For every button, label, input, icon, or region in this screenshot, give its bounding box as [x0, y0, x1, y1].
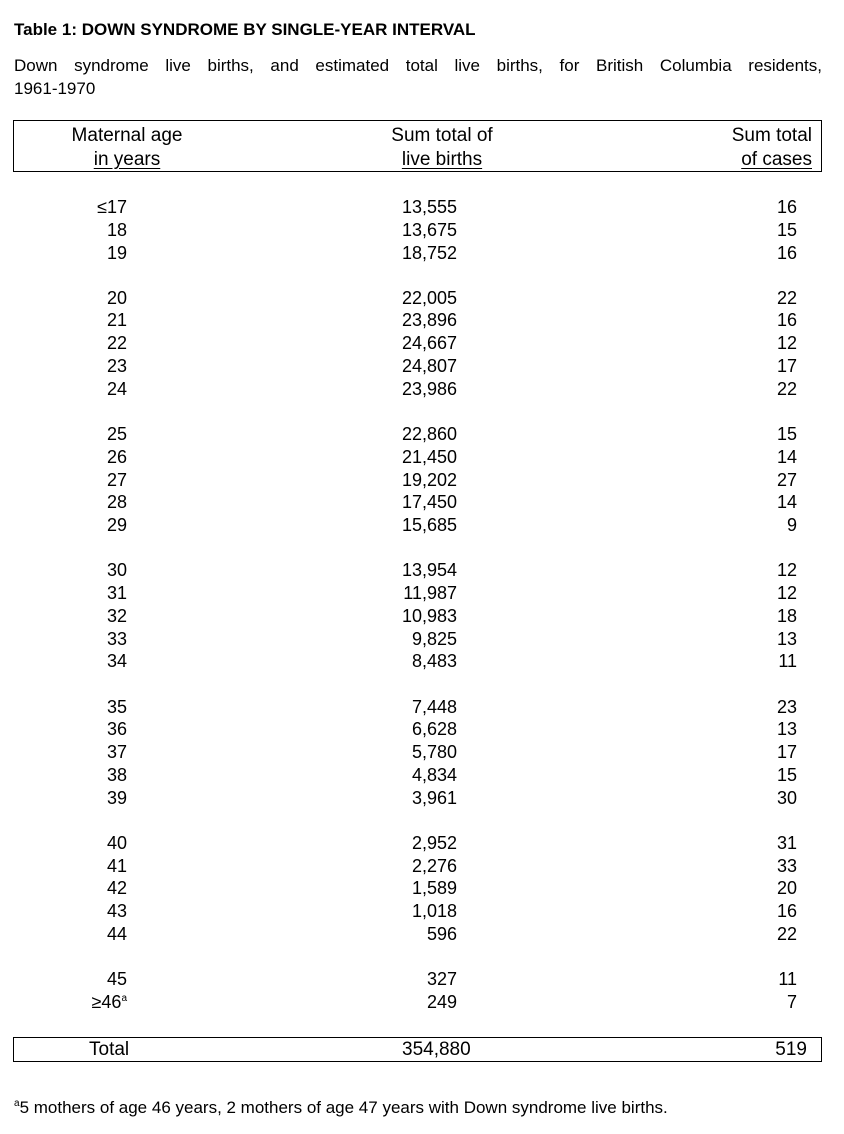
header-cases-line-1: Sum total	[731, 125, 812, 146]
cell-maternal-age: 45	[106, 969, 127, 990]
cell-cases: 15	[776, 764, 797, 785]
cell-maternal-age: 26	[106, 446, 127, 467]
row-group	[0, 559, 844, 673]
cell-cases: 12	[776, 583, 797, 604]
row-group	[0, 968, 844, 1014]
cell-live-births: 8,483	[411, 651, 457, 672]
table-row	[0, 832, 844, 855]
table-row	[0, 355, 844, 378]
table-row	[0, 877, 844, 900]
cell-live-births: 13,555	[401, 197, 457, 217]
table-row	[0, 332, 844, 355]
cell-cases: 18	[776, 605, 797, 626]
row-group	[0, 196, 844, 264]
table-row	[0, 855, 844, 878]
cell-live-births: 24,807	[401, 356, 457, 377]
cell-live-births: 596	[426, 924, 457, 944]
header-age-line-1: Maternal age	[71, 125, 183, 146]
table-row	[0, 309, 844, 332]
cell-maternal-age: 20	[106, 287, 127, 308]
cell-cases: 30	[776, 787, 797, 808]
cell-maternal-age: 35	[106, 696, 127, 717]
cell-live-births: 22,005	[401, 287, 457, 308]
header-maternal-age	[14, 124, 240, 172]
cell-live-births: 15,685	[401, 515, 457, 536]
cell-live-births: 7,448	[411, 696, 457, 717]
cell-maternal-age: 37	[106, 742, 127, 763]
cell-live-births: 17,450	[401, 492, 457, 513]
row-group	[0, 287, 844, 401]
header-births-line-1: Sum total of	[391, 125, 493, 146]
table-row	[0, 650, 844, 673]
cell-live-births: 13,675	[401, 219, 457, 240]
table-row	[0, 968, 844, 991]
table-row	[0, 491, 844, 514]
header-cases	[732, 124, 812, 172]
table-subtitle	[14, 54, 822, 100]
footnote-marker: a	[121, 992, 127, 1004]
cell-cases: 22	[776, 287, 797, 308]
table-row	[0, 741, 844, 764]
cell-live-births: 23,896	[401, 310, 457, 331]
cell-live-births: 327	[426, 969, 457, 990]
cell-cases: 17	[776, 742, 797, 763]
cell-cases: 15	[776, 423, 797, 444]
cell-cases: 22	[776, 378, 797, 399]
total-label: Total	[89, 1039, 130, 1060]
cell-live-births: 13,954	[401, 560, 457, 581]
cell-maternal-age: 28	[106, 492, 127, 513]
cell-live-births: 5,780	[411, 742, 457, 763]
header-cases-line-2: of cases	[741, 149, 812, 170]
cell-cases: 11	[778, 969, 797, 990]
table-row	[0, 559, 844, 582]
cell-maternal-age: 30	[106, 560, 127, 581]
footnote-marker: a	[14, 1098, 20, 1109]
table-row	[0, 605, 844, 628]
cell-live-births: 2,952	[411, 832, 457, 853]
cell-cases: 12	[776, 333, 797, 354]
cell-maternal-age: $\ge 46^a$	[91, 991, 127, 1012]
cell-live-births: 2,276	[411, 855, 457, 876]
cell-cases: 14	[776, 446, 797, 467]
table-row	[0, 446, 844, 469]
cell-maternal-age: 43	[106, 901, 127, 922]
subtitle-line-2: 1961-1970	[14, 79, 96, 98]
cell-maternal-age: 21	[106, 310, 127, 331]
row-group	[0, 423, 844, 537]
cell-live-births: 249	[426, 991, 457, 1012]
header-births-line-2: live births	[401, 149, 483, 170]
cell-cases: 31	[776, 832, 797, 853]
cell-maternal-age: 34	[106, 651, 127, 672]
table-row	[0, 900, 844, 923]
cell-cases: 15	[776, 219, 797, 240]
table-row	[0, 423, 844, 446]
table-row	[0, 923, 844, 946]
cell-live-births: 19,202	[401, 469, 457, 490]
header-live-births	[324, 124, 560, 172]
cell-maternal-age: 42	[106, 878, 127, 899]
cell-cases: 27	[776, 469, 797, 490]
cell-cases: 9	[786, 515, 797, 536]
cell-maternal-age: 18	[106, 219, 127, 240]
cell-live-births: 24,667	[401, 333, 457, 354]
cell-live-births: 10,983	[401, 605, 457, 626]
cell-maternal-age: 27	[106, 469, 127, 490]
header-age-line-2: in years	[93, 149, 161, 170]
table-row	[0, 787, 844, 810]
cell-maternal-age: 24	[106, 378, 127, 399]
cell-cases: 16	[776, 310, 797, 331]
cell-live-births: 3,961	[411, 787, 457, 808]
cell-live-births: 21,450	[401, 446, 457, 467]
cell-live-births: 1,018	[411, 901, 457, 922]
table-row	[0, 628, 844, 651]
table-row	[0, 582, 844, 605]
cell-cases: 7	[786, 991, 797, 1012]
table-header	[13, 120, 822, 172]
cell-maternal-age: 31	[106, 583, 127, 604]
cell-cases: 13	[776, 628, 797, 649]
cell-live-births: 23,986	[401, 378, 457, 399]
cell-cases: 13	[776, 719, 797, 740]
cell-cases: 16	[776, 242, 797, 263]
cell-live-births: 18,752	[401, 242, 457, 263]
cell-maternal-age: 25	[106, 423, 127, 444]
table-row	[0, 514, 844, 537]
cell-cases: 17	[776, 356, 797, 377]
cell-maternal-age: 32	[106, 605, 127, 626]
cell-cases: 33	[776, 855, 797, 876]
table-row	[0, 242, 844, 265]
table-row	[0, 696, 844, 719]
cell-cases: 22	[776, 924, 797, 944]
cell-maternal-age: 44	[106, 924, 127, 944]
table-row	[0, 287, 844, 310]
cell-cases: 12	[776, 560, 797, 581]
cell-maternal-age: 23	[106, 356, 127, 377]
row-group	[0, 832, 844, 946]
table-row	[0, 219, 844, 242]
cell-cases: 16	[776, 197, 797, 217]
cell-live-births: 22,860	[401, 423, 457, 444]
table-row	[0, 764, 844, 787]
table-title: Table 1: DOWN SYNDROME BY SINGLE-YEAR INTERVAL	[14, 20, 476, 39]
table-row	[0, 718, 844, 741]
table-body	[0, 196, 844, 1036]
cell-maternal-age: 19	[106, 242, 127, 263]
total-cases: 519	[775, 1039, 807, 1060]
cell-cases: 20	[776, 878, 797, 899]
row-group	[0, 696, 844, 810]
table-total-row	[13, 1037, 822, 1062]
cell-live-births: 11,987	[403, 583, 457, 604]
cell-cases: 14	[776, 492, 797, 513]
table-row	[0, 196, 844, 219]
cell-maternal-age: 38	[106, 764, 127, 785]
table-row	[0, 378, 844, 401]
subtitle-line-1: Down syndrome live births, and estimated total live births, for British Columbia residents,	[14, 56, 822, 75]
cell-live-births: 1,589	[411, 878, 457, 899]
cell-maternal-age: 33	[106, 628, 127, 649]
cell-maternal-age: 39	[106, 787, 127, 808]
table-row	[0, 469, 844, 492]
cell-maternal-age: 40	[106, 832, 127, 853]
cell-maternal-age: 22	[106, 333, 127, 354]
table-footnote	[14, 1097, 668, 1119]
cell-cases: 11	[778, 651, 797, 672]
table-row	[0, 991, 844, 1014]
cell-live-births: 6,628	[411, 719, 457, 740]
cell-live-births: 4,834	[411, 764, 457, 785]
cell-maternal-age: 41	[106, 855, 127, 876]
cell-maternal-age: ≤17	[97, 197, 127, 217]
cell-live-births: 9,825	[411, 628, 457, 649]
cell-maternal-age: 29	[106, 515, 127, 536]
cell-cases: 23	[776, 696, 797, 717]
footnote-text: 5 mothers of age 46 years, 2 mothers of age 47 years with Down syndrome live births.	[19, 1098, 668, 1117]
total-births: 354,880	[402, 1039, 471, 1060]
cell-maternal-age: 36	[106, 719, 127, 740]
cell-cases: 16	[776, 901, 797, 922]
